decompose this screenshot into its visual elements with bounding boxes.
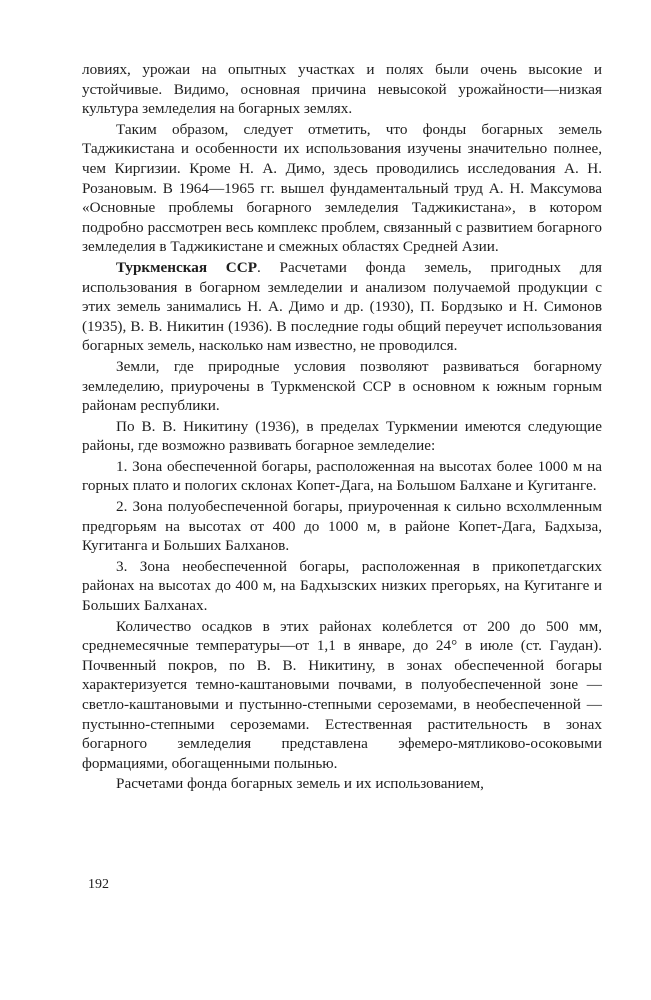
list-item-zone-1-text: 1. Зона обеспеченной богары, расположенная на высотах более 1000 м на горных плато и пологих склонах Копет-Дага, на Большом Балхане и Кугитанге.	[82, 457, 602, 495]
paragraph-1-text: ловиях, урожаи на опытных участках и полях были очень высокие и устойчивые. Видимо, основная причина невысокой урожайности—низкая культура земледелия на богарных землях.	[82, 61, 602, 118]
paragraph-4-text: Земли, где природные условия позволяют развиваться богарному земледелию, приурочены в Туркменской ССР в основном к южным горным районам республики.	[82, 357, 602, 415]
paragraph-7-text: Расчетами фонда богарных земель и их использованием,	[116, 775, 484, 793]
paragraph-6-text: Количество осадков в этих районах колеблется от 200 до 500 мм, среднемесячные температуры—от 1,1 в январе, до 24° в июле (ст. Гаудан). Почвенный покров, по В. В. Никитину, в зонах обеспеченной богары характеризуется темно-каштановыми почвами, в полуобеспеченной зоне — светло-каштановыми и пустынно-степными сероземами, в необеспеченной — пустынно-степными сероземами. Естественная растительность в зонах богарного земледелия представлена эфемеро-мятликово-осоковыми формациями, обогащенными полынью.	[82, 617, 602, 772]
list-item-zone-3-text: 3. Зона необеспеченной богары, расположенная в прикопетдагских районах на высотах до 400 м, на Бадхызских низких прегорьях, на Кугитанге и Больших Балханах.	[82, 557, 602, 615]
paragraph-5-text: По В. В. Никитину (1936), в пределах Туркмении имеются следующие районы, где возможно развивать богарное земледелие:	[82, 417, 602, 455]
paragraph-2	[82, 120, 602, 257]
body-text	[82, 60, 602, 794]
list-item-zone-2	[82, 497, 602, 556]
paragraph-6	[82, 617, 602, 774]
paragraph-5	[82, 417, 602, 456]
section-heading-turkmen-ssr: Туркменская ССР	[116, 258, 258, 276]
paragraph-3-text: . Расчетами фонда земель, пригодных для использования в богарном земледелии и анализом получаемой продукции с этих земель занимались Н. А. Димо и др. (1930), П. Бордзыко и Н. Симонов (1935), В. В. Никитин (1936). В последние годы общий переучет использования богарных земель, насколько нам известно, не проводился.	[82, 258, 602, 355]
paragraph-1	[82, 60, 602, 119]
list-item-zone-3	[82, 557, 602, 616]
list-item-zone-2-text: 2. Зона полуобеспеченной богары, приуроченная к сильно всхолмленным предгорьям на высотах от 400 до 1000 м, в районе Копет-Дага, Бадхыза, Кугитанга и Больших Балханов.	[82, 498, 602, 555]
list-item-zone-1	[82, 457, 602, 496]
page-number: 192	[88, 877, 109, 892]
paragraph-3	[82, 258, 602, 356]
paragraph-4	[82, 357, 602, 416]
paragraph-7	[82, 774, 602, 794]
paragraph-2-text: Таким образом, следует отметить, что фонды богарных земель Таджикистана и особенности их использования изучены значительно полнее, чем Киргизии. Кроме Н. А. Димо, здесь проводились исследования А. Н. Розановым. В 1964—1965 гг. вышел фундаментальный труд А. Н. Максумова «Основные проблемы богарного земледелия Таджикистана», в котором подробно рассмотрен весь комплекс проблем, связанный с развитием богарного земледелия в Таджикистане и смежных областях Средней Азии.	[82, 120, 602, 256]
